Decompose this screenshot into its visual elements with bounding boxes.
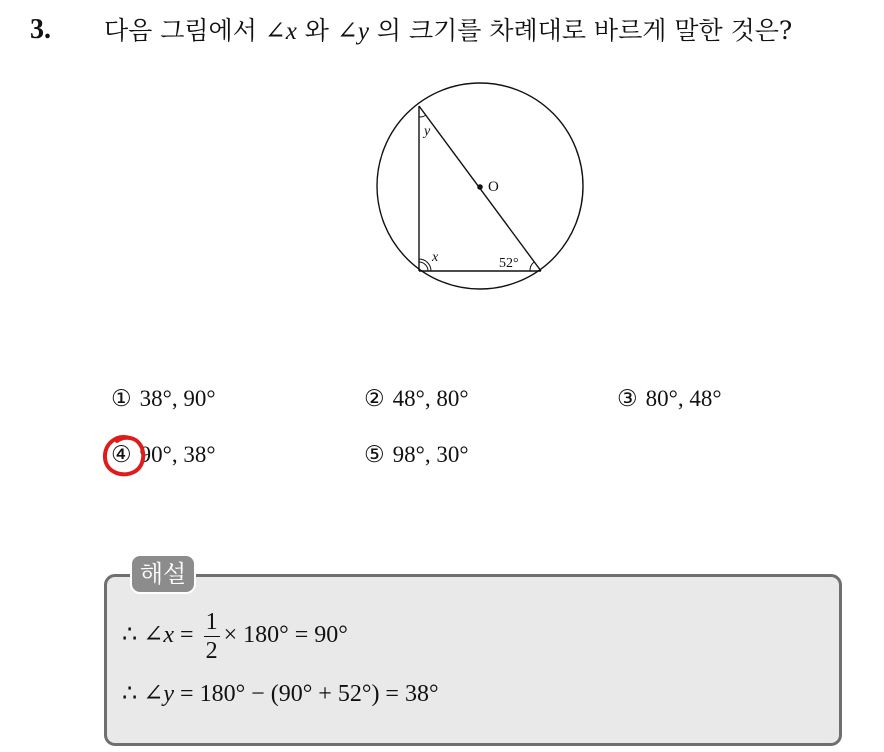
solution-line-2-prefix: ∴ ∠ [122, 681, 164, 707]
fraction-numerator: 1 [205, 609, 218, 635]
angle-y-symbol: ∠y [336, 18, 369, 45]
solution-line-1-eq: = [174, 622, 200, 649]
question-text-part-2: 와 [296, 16, 337, 45]
choice-5[interactable] [364, 440, 469, 470]
question-text-part-1: 다음 그림에서 [104, 16, 265, 45]
choice-3-mark: ③ [617, 386, 638, 411]
angle-x-symbol: ∠x [264, 18, 297, 45]
solution-line-1-var: x [163, 622, 175, 649]
angle-x-label: x [432, 250, 439, 265]
circle-triangle-figure [370, 82, 590, 302]
solution-line-2 [122, 679, 439, 708]
choice-3[interactable] [617, 384, 722, 414]
selected-answer-circle [100, 432, 150, 482]
question-text-part-3: 의 크기를 차례대로 바르게 말한 것은? [368, 16, 793, 45]
question-text [104, 14, 792, 49]
choice-1-text: 38°, 90° [139, 386, 216, 411]
choice-2-text: 48°, 80° [392, 386, 469, 411]
choice-5-mark: ⑤ [364, 442, 385, 467]
solution-fraction [204, 610, 220, 663]
choice-2[interactable] [364, 384, 469, 414]
angle-given-arc [530, 262, 534, 271]
solution-line-1-prefix: ∴ ∠ [122, 622, 164, 649]
choice-4-mark: ④ [111, 442, 132, 467]
choice-4-text: 90°, 38° [139, 442, 216, 467]
solution-line-1-rest: × 180° = 90° [223, 622, 348, 649]
choice-5-text: 98°, 30° [392, 442, 469, 467]
angle-y-label: y [424, 124, 431, 139]
solution-line-2-rest: = 180° − (90° + 52°) = 38° [174, 681, 439, 707]
choice-3-text: 80°, 48° [645, 386, 722, 411]
solution-line-2-var: y [163, 681, 175, 707]
choice-1[interactable] [111, 384, 216, 414]
center-label: O [488, 179, 499, 195]
choice-1-mark: ① [111, 386, 132, 411]
angle-given-label: 52° [499, 256, 519, 271]
solution-tag: 해설 [130, 554, 196, 594]
selected-answer-stroke [105, 437, 143, 474]
angle-x-arc [419, 259, 431, 271]
solution-line-1 [122, 610, 348, 663]
angle-y-arc [419, 115, 426, 117]
center-point [477, 184, 483, 190]
choice-2-mark: ② [364, 386, 385, 411]
question-number: 3. [30, 14, 51, 45]
fraction-denominator: 2 [205, 638, 218, 664]
